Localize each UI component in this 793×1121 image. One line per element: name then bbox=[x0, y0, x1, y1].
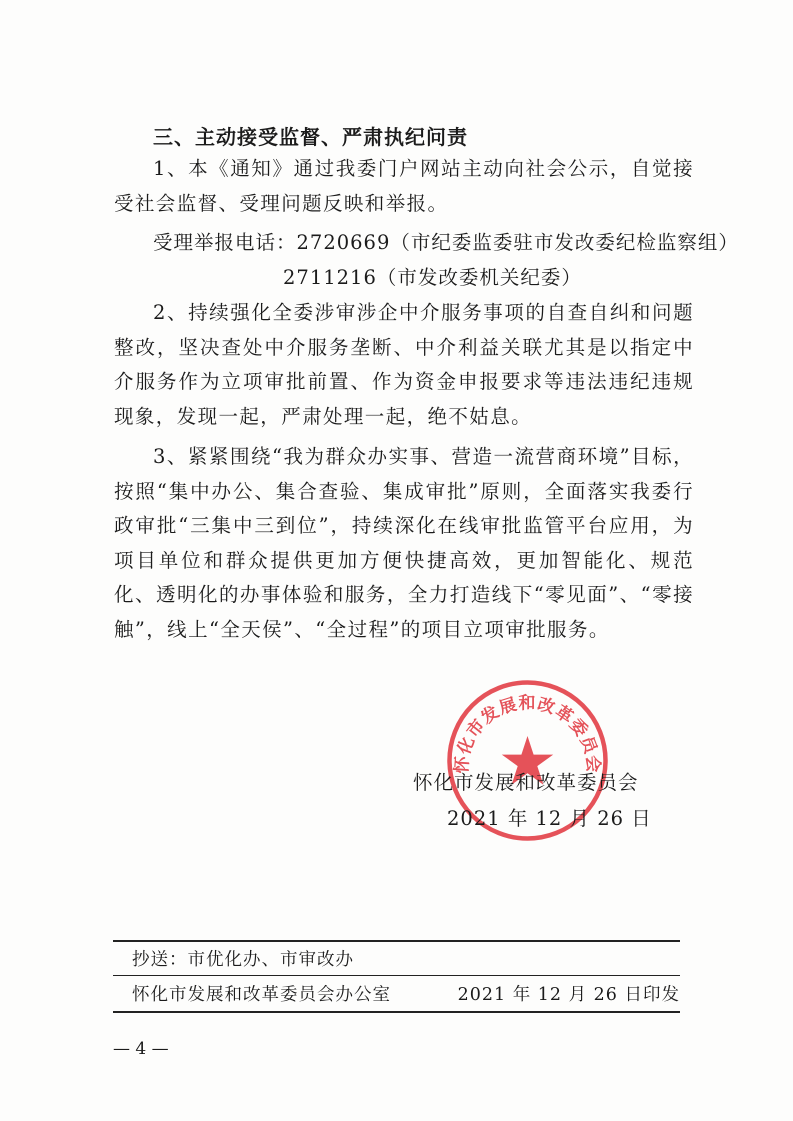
svg-text:怀化市发展和改革委员会: 怀化市发展和改革委员会 bbox=[452, 693, 603, 775]
paragraph-service: 3、紧紧围绕“我为群众办实事、营造一流营商环境”目标，按照“集中办公、集合查验、集成审批”原则，全面落实我委行政审批“三集中三到位”，持续深化在线审批监管平台应用，为项目单位和群众提供更加方便快捷高效，更加智能化、规范化、透明化的办事体验和服务，全力打造线下“零见面”、“零接触”，线上“全天侯”、“全过程”的项目立项审批服务。 bbox=[114, 445, 694, 641]
signing-authority: 怀化市发展和改革委员会 bbox=[413, 771, 639, 794]
paragraph-self-inspection: 2、持续强化全委涉审涉企中介服务事项的自查自纠和问题整改，坚决查处中介服务垄断、中介利益关联尤其是以指定中介服务作为立项审批前置、作为资金申报要求等违法违纪违规现象，发现一起，严肃处理一起，绝不姑息。 bbox=[114, 301, 694, 428]
issuing-office: 怀化市发展和改革委员会办公室 bbox=[132, 985, 391, 1005]
footer-rule-bottom bbox=[113, 1011, 680, 1013]
hotline-line-1: 受理举报电话：2720669（市纪委监委驻市发改委纪检监察组） bbox=[153, 231, 739, 254]
print-date: 2021 年 12 月 26 日印发 bbox=[457, 985, 680, 1005]
hotline-line-2: 2711216（市发改委机关纪委） bbox=[283, 266, 582, 289]
paragraph-publicity: 1、本《通知》通过我委门户网站主动向社会公示，自觉接受社会监督、受理问题反映和举报。 bbox=[114, 157, 694, 215]
footer-rule-top bbox=[113, 940, 680, 942]
section-heading: 三、主动接受监督、严肃执纪问责 bbox=[153, 125, 468, 149]
footer-rule-middle bbox=[113, 975, 680, 976]
signature-date: 2021 年 12 月 26 日 bbox=[447, 807, 652, 830]
page-number: — 4 — bbox=[113, 1039, 169, 1059]
copy-to-line: 抄送：市优化办、市审改办 bbox=[132, 950, 354, 970]
